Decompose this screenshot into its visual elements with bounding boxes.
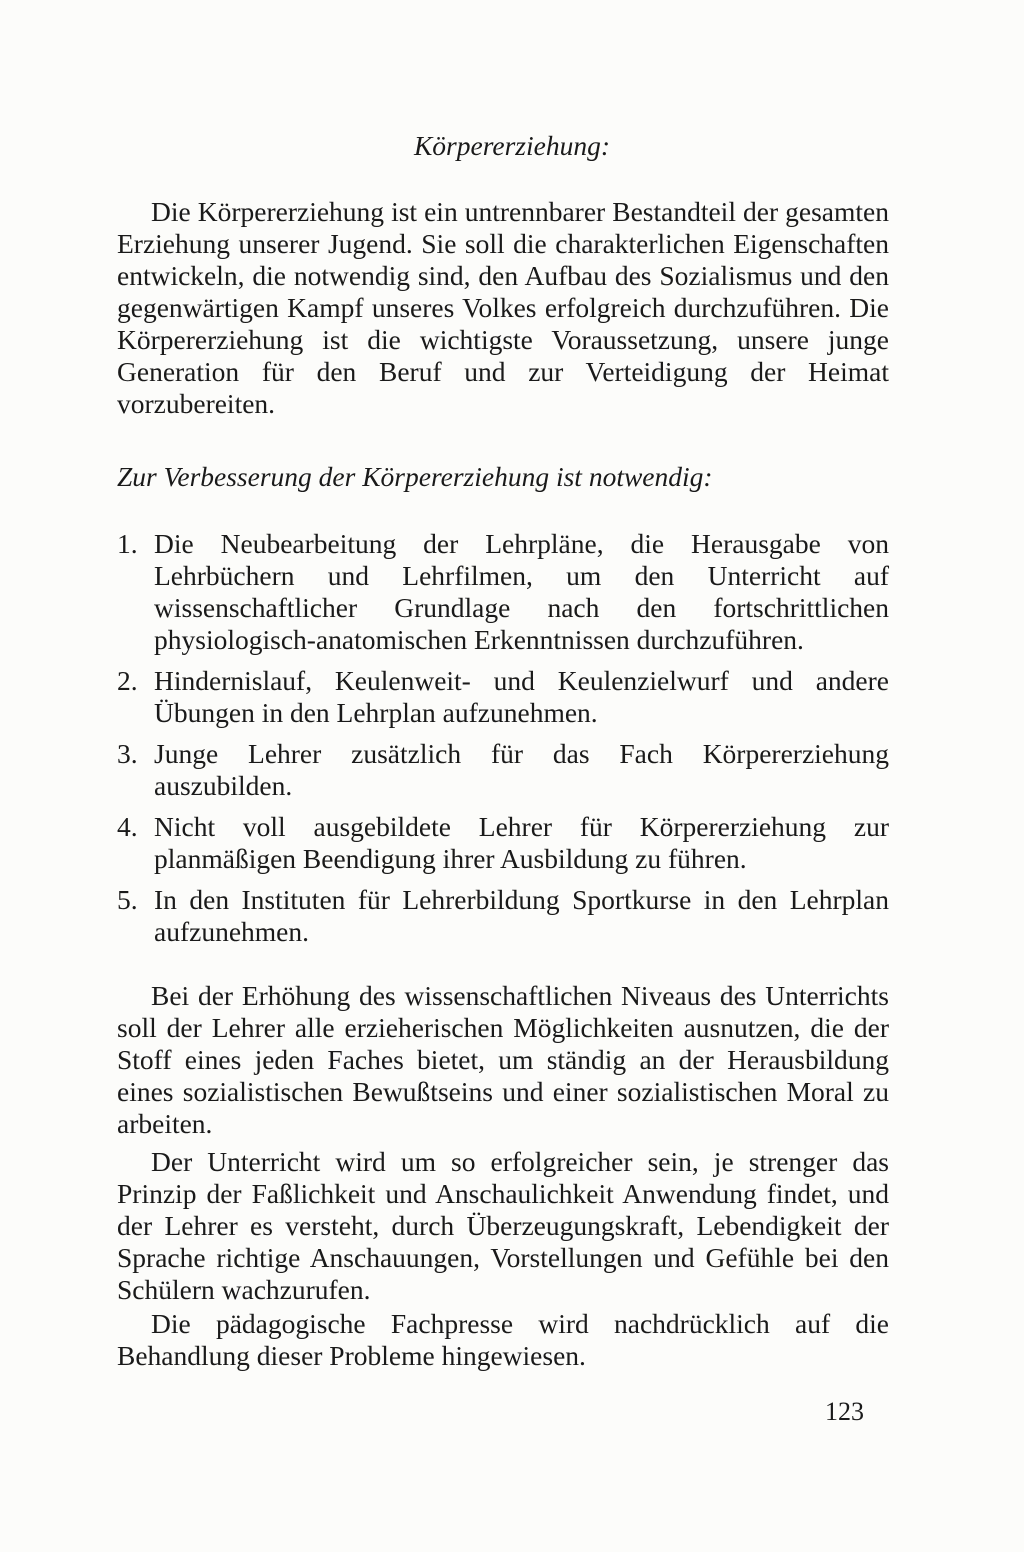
list-item-text: In den Instituten für Lehrerbildung Sportkurse in den Lehrplan aufzunehmen.	[154, 884, 889, 947]
body-paragraph: Bei der Erhöhung des wissenschaftlichen Niveaus des Unterrichts soll der Lehrer alle erzieherischen Möglichkeiten ausnutzen, die der Stoff eines jeden Faches bietet, um ständig an der Herausbildung eines sozialistischen Bewußtseins und einer sozialistischen Moral zu arbeiten.	[117, 980, 889, 1139]
list-item	[117, 665, 889, 729]
list-item	[117, 528, 889, 656]
list-item-number: 2.	[117, 665, 138, 696]
list-item-text: Nicht voll ausgebildete Lehrer für Körpererziehung zur planmäßigen Beendigung ihrer Ausbildung zu führen.	[154, 811, 889, 874]
list-item-number: 4.	[117, 811, 138, 842]
list-item-text: Hindernislauf, Keulenweit- und Keulenzielwurf und andere Übungen in den Lehrplan aufzunehmen.	[154, 665, 889, 728]
list-heading: Zur Verbesserung der Körpererziehung ist notwendig:	[117, 461, 713, 492]
page-number: 123	[825, 1397, 864, 1426]
body-paragraph: Die pädagogische Fachpresse wird nachdrücklich auf die Behandlung dieser Probleme hingewiesen.	[117, 1308, 889, 1371]
list-item	[117, 811, 889, 875]
list-item-number: 5.	[117, 884, 138, 915]
list-item-number: 3.	[117, 738, 138, 769]
list-item-text: Die Neubearbeitung der Lehrpläne, die Herausgabe von Lehrbüchern und Lehrfilmen, um den Unterricht auf wissenschaftlicher Grundlage nach den fortschrittlichen physiologisch-anatomischen Erkenntnissen durchzuführen.	[154, 528, 889, 655]
measures-list	[117, 528, 889, 957]
list-item	[117, 738, 889, 802]
list-item-number: 1.	[117, 528, 138, 559]
list-item-text: Junge Lehrer zusätzlich für das Fach Körpererziehung auszubilden.	[154, 738, 889, 801]
body-paragraph: Der Unterricht wird um so erfolgreicher sein, je strenger das Prinzip der Faßlichkeit und Anschaulichkeit Anwendung findet, und der Lehrer es versteht, durch Überzeugungskraft, Lebendigkeit der Sprache richtige Anschauungen, Vorstellungen und Gefühle bei den Schülern wachzurufen.	[117, 1146, 889, 1305]
intro-paragraph: Die Körpererziehung ist ein untrennbarer Bestandteil der gesamten Erziehung unserer Jugend. Sie soll die charakterlichen Eigenschaften entwickeln, die notwendig sind, den Aufbau des Sozialismus und den gegenwärtigen Kampf unseres Volkes erfolgreich durchzuführen. Die Körpererziehung ist die wichtigste Voraussetzung, unsere junge Generation für den Beruf und zur Verteidigung der Heimat vorzubereiten.	[117, 196, 889, 419]
section-heading: Körpererziehung:	[413, 130, 611, 161]
list-item	[117, 884, 889, 948]
